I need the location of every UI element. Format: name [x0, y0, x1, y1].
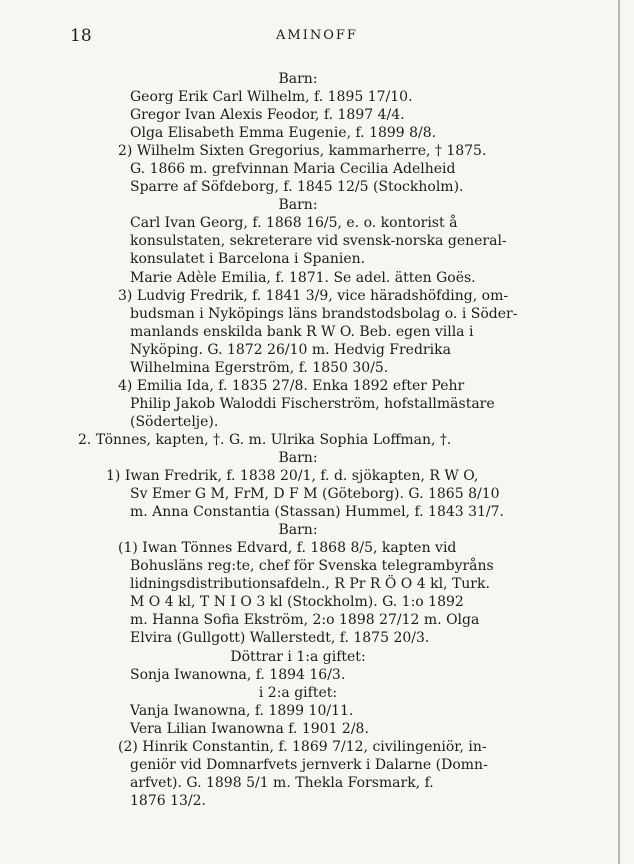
- text-line: Philip Jakob Waloddi Fischerström, hofstallmästare: [130, 395, 495, 412]
- text-line: (2) Hinrik Constantin, f. 1869 7/12, civilingeniör, in-: [118, 738, 487, 755]
- text-line: Olga Elisabeth Emma Eugenie, f. 1899 8/8.: [130, 125, 437, 142]
- text-line: Barn:: [278, 71, 318, 87]
- text-line: Döttrar i 1:a giftet:: [230, 648, 366, 665]
- text-line: (Södertelje).: [130, 413, 219, 430]
- text-line: manlands enskilda bank R W O. Beb. egen villa i: [130, 323, 474, 340]
- text-line: (1) Iwan Tönnes Edvard, f. 1868 8/5, kapten vid: [118, 540, 457, 557]
- text-line: 3) Ludvig Fredrik, f. 1841 3/9, vice häradshöfding, om-: [118, 287, 509, 304]
- text-line: M O 4 kl, T N I O 3 kl (Stockholm). G. 1:o 1892: [130, 594, 464, 611]
- text-line: Marie Adèle Emilia, f. 1871. Se adel. ätten Goës.: [130, 269, 476, 286]
- text-line: budsman i Nyköpings läns brandstodsbolag o. i Söder-: [130, 305, 518, 322]
- text-line: Barn:: [278, 522, 318, 539]
- text-line: G. 1866 m. grefvinnan Maria Cecilia Adelheid: [130, 161, 456, 178]
- text-line: konsulstaten, sekreterare vid svensk-norska general-: [130, 233, 507, 250]
- text-line: Sv Emer G M, FrM, D F M (Göteborg). G. 1865 8/10: [130, 486, 500, 503]
- text-line: Nyköping. G. 1872 26/10 m. Hedvig Fredrika: [130, 341, 451, 358]
- text-line: i 2:a giftet:: [258, 684, 338, 701]
- text-line: arfvet). G. 1898 5/1 m. Thekla Forsmark, f.: [130, 774, 434, 791]
- running-title: AMINOFF: [276, 28, 358, 43]
- text-line: Sonja Iwanowna, f. 1894 16/3.: [130, 666, 346, 683]
- page-header: [0, 22, 634, 52]
- text-line: Barn:: [278, 197, 318, 214]
- text-line: Carl Ivan Georg, f. 1868 16/5, e. o. kontorist å: [130, 215, 458, 232]
- page-edge-divider: [618, 0, 620, 864]
- text-line: 2. Tönnes, kapten, †. G. m. Ulrika Sophia Loffman, †.: [78, 431, 452, 448]
- text-line: Bohusläns reg:te, chef för Svenska telegrambyråns: [130, 558, 494, 575]
- text-line: 2) Wilhelm Sixten Gregorius, kammarherre, † 1875.: [118, 143, 487, 160]
- text-line: lidningsdistributionsafdeln., R Pr R Ö O 4 kl, Turk.: [130, 576, 490, 593]
- text-line: Georg Erik Carl Wilhelm, f. 1895 17/10.: [130, 89, 413, 106]
- text-line: geniör vid Domnarfvets jernverk i Dalarne (Domn-: [130, 756, 488, 773]
- text-line: Vera Lilian Iwanowna f. 1901 2/8.: [130, 720, 369, 737]
- text-line: Vanja Iwanowna, f. 1899 10/11.: [130, 702, 354, 719]
- text-line: 1) Iwan Fredrik, f. 1838 20/1, f. d. sjökapten, R W O,: [106, 468, 479, 485]
- text-line: Barn:: [278, 449, 318, 466]
- text-line: 4) Emilia Ida, f. 1835 27/8. Enka 1892 efter Pehr: [118, 377, 465, 394]
- text-line: Elvira (Gullgott) Wallerstedt, f. 1875 20/3.: [130, 630, 430, 647]
- text-line: m. Anna Constantia (Stassan) Hummel, f. 1843 31/7.: [130, 504, 505, 521]
- text-line: Wilhelmina Egerström, f. 1850 30/5.: [130, 359, 389, 376]
- text-line: Gregor Ivan Alexis Feodor, f. 1897 4/4.: [130, 107, 405, 124]
- page-number: 18: [70, 26, 92, 46]
- text-line: m. Hanna Sofia Ekström, 2:o 1898 27/12 m. Olga: [130, 612, 480, 629]
- genealogy-text: [78, 70, 518, 810]
- text-line: konsulatet i Barcelona i Spanien.: [130, 251, 366, 268]
- text-line: 1876 13/2.: [130, 792, 206, 809]
- text-line: Sparre af Söfdeborg, f. 1845 12/5 (Stockholm).: [130, 179, 464, 196]
